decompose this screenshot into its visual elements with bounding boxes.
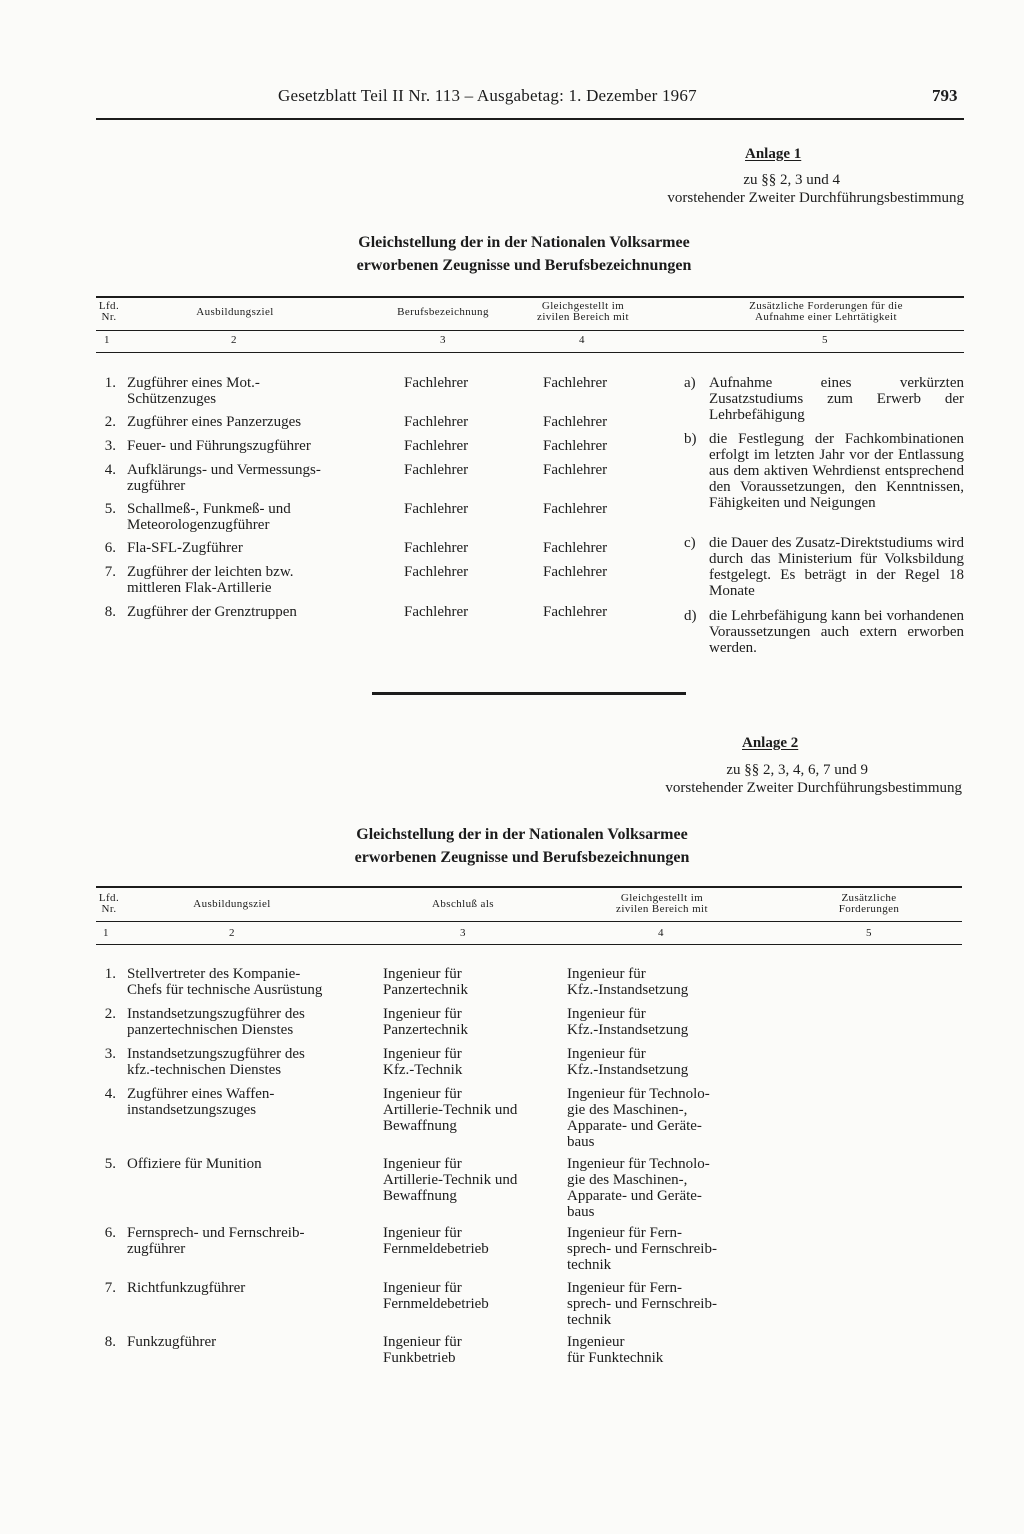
abschluss-line: Ingenieur für: [383, 1334, 462, 1350]
abschluss-line: Ingenieur für: [383, 966, 462, 982]
abschluss-line: Artillerie-Technik und: [383, 1102, 518, 1118]
gleich-line: für Funktechnik: [567, 1350, 664, 1366]
table2-row-nr: 1.: [104, 966, 116, 982]
table1-colnum-rule: [96, 352, 964, 353]
table2-header-gleich-line1: Gleichgestellt im: [620, 892, 704, 904]
anlage1-reference: [464, 171, 964, 207]
abschluss-line: Ingenieur für: [383, 1086, 462, 1102]
table2-header-rule: [96, 921, 962, 922]
table1-colnum-4: 4: [579, 334, 585, 346]
table2-colnum-rule: [96, 944, 962, 945]
table1-row-ziel: [127, 501, 377, 533]
table1-row-nr: 7.: [104, 564, 116, 580]
table2-row-nr: 7.: [104, 1280, 116, 1296]
section-separator: [372, 692, 686, 695]
table1-row-gleich: Fachlehrer: [543, 462, 608, 478]
ziel-line1: Schallmeß-, Funkmeß- und: [127, 501, 291, 517]
abschluss-line: Fernmeldebetrieb: [383, 1296, 489, 1312]
ziel-line1: Zugführer eines Mot.-: [127, 375, 260, 391]
table1-row-gleich: Fachlehrer: [543, 604, 608, 620]
table2-header-gleich: [586, 893, 738, 915]
gleich-line: Apparate- und Geräte-: [567, 1188, 702, 1204]
table1-row-gleich: Fachlehrer: [543, 540, 608, 556]
table1-row-beruf: Fachlehrer: [404, 604, 469, 620]
table1-row-ziel: [127, 564, 377, 596]
anlage2-ref-line2: vorstehender Zweiter Durchführungsbestimmung: [665, 780, 962, 796]
table1-header-gleich-line2: zivilen Bereich mit: [537, 311, 629, 323]
table1-header-zusatz: [690, 301, 962, 323]
table1-header-zusatz-line2: Aufnahme einer Lehrtätigkeit: [755, 311, 897, 323]
ziel-line: panzertechnischen Dienstes: [127, 1022, 294, 1038]
table1-header-ziel: Ausbildungsziel: [196, 306, 274, 318]
anlage2-title: [292, 823, 752, 869]
note-label: d): [684, 608, 697, 624]
gleich-line: Ingenieur für: [567, 1046, 646, 1062]
ziel-line: instandsetzungszuges: [127, 1102, 257, 1118]
abschluss-line: Fernmeldebetrieb: [383, 1241, 489, 1257]
table2-header-abschluss: Abschluß als: [432, 898, 494, 910]
ziel-line1: Zugführer der leichten bzw.: [127, 564, 294, 580]
table1-header-lfd-line2: Nr.: [101, 311, 117, 323]
table1-row-gleich: Fachlehrer: [543, 438, 608, 454]
table2-header-zusatz: [806, 893, 932, 915]
gleich-line: Apparate- und Geräte-: [567, 1118, 702, 1134]
abschluss-line: Funkbetrieb: [383, 1350, 456, 1366]
gleich-line: sprech- und Fernschreib-: [567, 1241, 717, 1257]
gleich-line: Ingenieur für: [567, 966, 646, 982]
ziel-line: Chefs für technische Ausrüstung: [127, 982, 323, 998]
table2-row-abschluss: [383, 1006, 561, 1038]
table1-row-ziel: [127, 375, 377, 407]
abschluss-line: Ingenieur für: [383, 1046, 462, 1062]
ziel-line: Richtfunkzugführer: [127, 1280, 246, 1296]
table1-row-nr: 2.: [104, 414, 116, 430]
table2-row-nr: 5.: [104, 1156, 116, 1172]
page-header-title: Gesetzblatt Teil II Nr. 113 – Ausgabetag: 1. Dezember 1967: [278, 86, 697, 105]
table1-header-zusatz-line1: Zusätzliche Forderungen für die: [749, 300, 903, 312]
table1-row-beruf: Fachlehrer: [404, 375, 469, 391]
ziel-line2: mittleren Flak-Artillerie: [127, 580, 272, 596]
table1-row-gleich: Fachlehrer: [543, 414, 608, 430]
abschluss-line: Panzertechnik: [383, 1022, 468, 1038]
ziel-line2: Schützenzuges: [127, 391, 217, 407]
table2-header-zusatz-line2: Forderungen: [838, 903, 900, 915]
anlage2-title-line2: erworbenen Zeugnisse und Berufsbezeichnungen: [354, 849, 690, 866]
table2-row-abschluss: [383, 1334, 561, 1366]
table1-row-nr: 5.: [104, 501, 116, 517]
table2-header-ziel: Ausbildungsziel: [193, 898, 271, 910]
note-text: die Festlegung der Fachkombinationen erfolgt im letzten Jahr vor der Entlassung aus dem aktiven Wehrdienst entsprechend den Voraussetzungen, den Kenntnissen, Fähigkeiten und Neigungen: [709, 431, 964, 511]
ziel-line: Funkzugführer: [127, 1334, 217, 1350]
table1-row-gleich: Fachlehrer: [543, 564, 608, 580]
table1-header-rule: [96, 330, 964, 331]
abschluss-line: Bewaffnung: [383, 1118, 457, 1134]
table1-row-nr: 3.: [104, 438, 116, 454]
anlage2-title-line1: Gleichstellung der in der Nationalen Volksarmee: [356, 826, 688, 843]
table2-row-gleich: [567, 1046, 767, 1078]
table2-row-abschluss: [383, 1046, 561, 1078]
note-text: die Dauer des Zusatz-Direktstudiums wird durch das Ministerium für Volksbildung festgelegt. Es beträgt in der Regel 18 Monate: [709, 535, 964, 599]
table2-colnum-2: 2: [229, 927, 235, 939]
table2-header-lfd-line1: Lfd.: [98, 892, 120, 904]
ziel-line1: Aufklärungs- und Vermessungs-: [127, 462, 321, 478]
table2-row-nr: 2.: [104, 1006, 116, 1022]
table2-row-abschluss: [383, 1086, 561, 1134]
table2-row-gleich: [567, 966, 767, 998]
table1-row-beruf: Fachlehrer: [404, 564, 469, 580]
table1-row-ziel: Fla-SFL-Zugführer: [127, 540, 243, 556]
ziel-line2: Meteorologenzugführer: [127, 517, 270, 533]
anlage2-reference: [462, 761, 962, 797]
note-label: b): [684, 431, 697, 447]
anlage1-label: Anlage 1: [745, 146, 802, 162]
gleich-line: Ingenieur für Technolo-: [567, 1156, 710, 1172]
note-text: die Lehrbefähigung kann bei vorhandenen Voraussetzungen auch extern erworben werden.: [709, 608, 964, 656]
table2-row-nr: 3.: [104, 1046, 116, 1062]
table2-row-gleich: [567, 1280, 767, 1328]
table1-row-beruf: Fachlehrer: [404, 438, 469, 454]
table2-row-gleich: [567, 1334, 767, 1366]
page-number: 793: [932, 86, 958, 105]
table1-header-lfd-line1: Lfd.: [98, 300, 120, 312]
table2-colnum-1: 1: [103, 927, 109, 939]
table1-colnum-2: 2: [231, 334, 237, 346]
anlage1-ref-line1: zu §§ 2, 3 und 4: [743, 172, 840, 188]
abschluss-line: Ingenieur für: [383, 1280, 462, 1296]
anlage2-ref-line1: zu §§ 2, 3, 4, 6, 7 und 9: [726, 762, 868, 778]
table2-colnum-5: 5: [866, 927, 872, 939]
table2-row-ziel: [127, 1046, 377, 1078]
gleich-line: Kfz.-Instandsetzung: [567, 1022, 689, 1038]
table1-row-nr: 6.: [104, 540, 116, 556]
table1-row-gleich: Fachlehrer: [543, 375, 608, 391]
abschluss-line: Artillerie-Technik und: [383, 1172, 518, 1188]
ziel-line: Offiziere für Munition: [127, 1156, 262, 1172]
table1-top-rule: [96, 296, 964, 298]
table1-header-lfd: [92, 301, 126, 323]
gleich-line: Ingenieur für Fern-: [567, 1225, 682, 1241]
anlage1-title-line1: Gleichstellung der in der Nationalen Volksarmee: [358, 234, 690, 251]
table1-row-beruf: Fachlehrer: [404, 501, 469, 517]
table1-header-gleich-line1: Gleichgestellt im: [541, 300, 625, 312]
ziel-line: Stellvertreter des Kompanie-: [127, 966, 301, 982]
abschluss-line: Kfz.-Technik: [383, 1062, 463, 1078]
note-label: c): [684, 535, 696, 551]
table2-row-gleich: [567, 1006, 767, 1038]
table2-row-gleich: [567, 1086, 767, 1150]
table1-row-beruf: Fachlehrer: [404, 462, 469, 478]
table2-row-abschluss: [383, 966, 561, 998]
anlage1-title: [294, 231, 754, 277]
table2-row-ziel: [127, 1334, 377, 1350]
gleich-line: Ingenieur für: [567, 1006, 646, 1022]
abschluss-line: Ingenieur für: [383, 1156, 462, 1172]
gleich-line: Ingenieur für Technolo-: [567, 1086, 710, 1102]
table2-colnum-4: 4: [658, 927, 664, 939]
table2-row-ziel: [127, 966, 377, 998]
table1-row-nr: 1.: [104, 375, 116, 391]
anlage2-label: Anlage 2: [742, 735, 799, 751]
table1-row-gleich: Fachlehrer: [543, 501, 608, 517]
table2-row-ziel: [127, 1086, 377, 1118]
abschluss-line: Ingenieur für: [383, 1006, 462, 1022]
table1-colnum-1: 1: [104, 334, 110, 346]
note-label: a): [684, 375, 696, 391]
header-rule: [96, 118, 964, 120]
table1-row-ziel: Zugführer der Grenztruppen: [127, 604, 297, 620]
note-text: Aufnahme eines verkürzten Zusatzstudiums zum Erwerb der Lehrbefähigung: [709, 375, 964, 423]
table2-colnum-3: 3: [460, 927, 466, 939]
ziel-line: Instandsetzungszugführer des: [127, 1006, 305, 1022]
anlage1-ref-line2: vorstehender Zweiter Durchführungsbestimmung: [667, 190, 964, 206]
table2-row-gleich: [567, 1225, 767, 1273]
gleich-line: technik: [567, 1257, 612, 1273]
gleich-line: Ingenieur für Fern-: [567, 1280, 682, 1296]
table2-row-nr: 8.: [104, 1334, 116, 1350]
gleich-line: sprech- und Fernschreib-: [567, 1296, 717, 1312]
gleich-line: baus: [567, 1204, 595, 1220]
ziel-line: Fernsprech- und Fernschreib-: [127, 1225, 305, 1241]
table2-row-ziel: [127, 1225, 377, 1257]
table1-row-ziel: Feuer- und Führungszugführer: [127, 438, 311, 454]
table1-colnum-3: 3: [440, 334, 446, 346]
anlage1-title-line2: erworbenen Zeugnisse und Berufsbezeichnungen: [356, 257, 692, 274]
table2-header-gleich-line2: zivilen Bereich mit: [616, 903, 708, 915]
abschluss-line: Ingenieur für: [383, 1225, 462, 1241]
table2-header-lfd-line2: Nr.: [101, 903, 117, 915]
table2-row-nr: 4.: [104, 1086, 116, 1102]
table1-header-gleich: [510, 301, 656, 323]
table2-top-rule: [96, 886, 962, 888]
gleich-line: Kfz.-Instandsetzung: [567, 1062, 689, 1078]
abschluss-line: Bewaffnung: [383, 1188, 457, 1204]
table2-header-lfd: [92, 893, 126, 915]
table1-row-nr: 4.: [104, 462, 116, 478]
gleich-line: gie des Maschinen-,: [567, 1102, 688, 1118]
ziel-line: Zugführer eines Waffen-: [127, 1086, 275, 1102]
ziel-line: Instandsetzungszugführer des: [127, 1046, 305, 1062]
table2-row-abschluss: [383, 1225, 561, 1257]
table2-row-ziel: [127, 1156, 377, 1172]
table1-row-ziel: [127, 462, 377, 494]
ziel-line2: zugführer: [127, 478, 186, 494]
table1-row-ziel: Zugführer eines Panzerzuges: [127, 414, 302, 430]
table2-row-gleich: [567, 1156, 767, 1220]
gleich-line: gie des Maschinen-,: [567, 1172, 688, 1188]
abschluss-line: Panzertechnik: [383, 982, 468, 998]
table2-row-nr: 6.: [104, 1225, 116, 1241]
table2-header-zusatz-line1: Zusätzliche: [841, 892, 897, 904]
gleich-line: Kfz.-Instandsetzung: [567, 982, 689, 998]
gleich-line: baus: [567, 1134, 595, 1150]
table1-header-beruf: Berufsbezeichnung: [397, 306, 489, 318]
table1-row-beruf: Fachlehrer: [404, 540, 469, 556]
gleich-line: technik: [567, 1312, 612, 1328]
ziel-line: kfz.-technischen Dienstes: [127, 1062, 282, 1078]
table2-row-abschluss: [383, 1280, 561, 1312]
table1-row-beruf: Fachlehrer: [404, 414, 469, 430]
table1-colnum-5: 5: [822, 334, 828, 346]
ziel-line: zugführer: [127, 1241, 186, 1257]
table2-row-ziel: [127, 1280, 377, 1296]
gleich-line: Ingenieur: [567, 1334, 625, 1350]
table1-row-nr: 8.: [104, 604, 116, 620]
table2-row-abschluss: [383, 1156, 561, 1204]
table2-row-ziel: [127, 1006, 377, 1038]
